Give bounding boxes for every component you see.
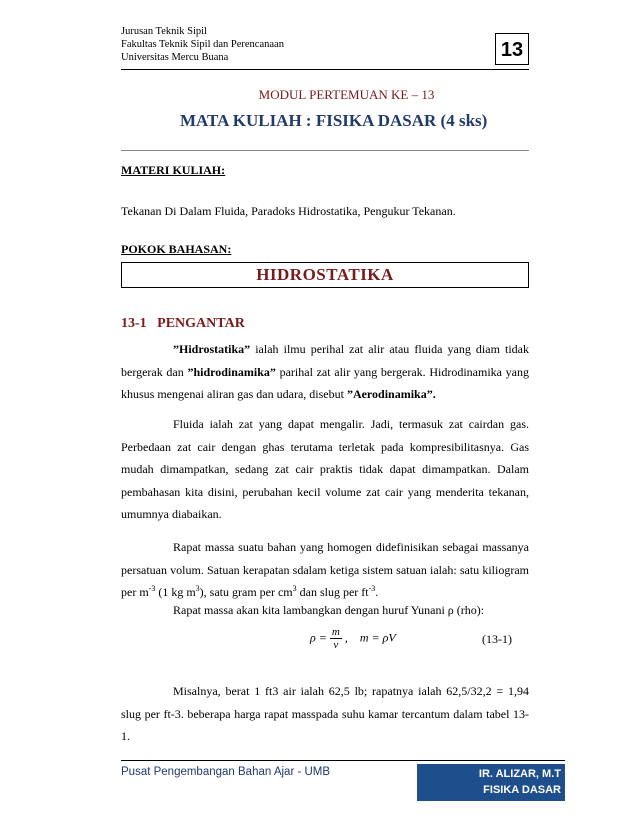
modul-title: MODUL PERTEMUAN KE – 13	[258, 87, 435, 102]
equation-13-1	[310, 626, 396, 651]
term-hidrostatika: ”Hidrostatika”	[173, 342, 251, 356]
equation-denominator: v	[333, 639, 339, 651]
p3-sup-3: 3	[292, 584, 297, 593]
p1-text-b: parihal zat alir yang bergerak. Hidrodinamika yang khusus mengenai aliran gas dan udara, disebut	[121, 364, 529, 401]
footer-author-box	[417, 764, 565, 801]
p3-text-a: Rapat massa suatu bahan yang homogen didefinisikan sebagai massanya persatuan volum. Satuan kerapatan sdalam ketiga sistem satuan ialah: satu kiliogram per m	[121, 540, 529, 599]
section-heading	[121, 316, 245, 332]
p1-text-a: ialah ilmu perihal zat alir atau fluida yang diam tidak bergerak dan	[121, 342, 529, 379]
p3-text-e: .	[375, 585, 379, 599]
paragraph-5	[121, 680, 529, 748]
materi-label: MATERI KULIAH:	[121, 163, 226, 177]
equation-lhs: ρ =	[310, 630, 327, 645]
header-rule	[121, 69, 529, 70]
term-aerodinamika: ”Aerodinamika”.	[346, 387, 436, 401]
p3-sup-4: -3	[368, 584, 376, 593]
course-title: MATA KULIAH : FISIKA DASAR (4 sks)	[180, 111, 488, 130]
section-title: PENGANTAR	[157, 316, 245, 331]
institution-line-3: Universitas Mercu Buana	[121, 52, 229, 63]
section-number: 13-1	[121, 316, 147, 331]
equation-number: (13-1)	[482, 632, 512, 646]
institution-line-2: Fakultas Teknik Sipil dan Perencanaan	[121, 39, 284, 50]
materi-text: Tekanan Di Dalam Fluida, Paradoks Hidrostatika, Pengukur Tekanan.	[121, 204, 456, 218]
term-hidrodinamika: ”hidrodinamika”	[187, 364, 276, 379]
p3-text-b: (1 kg m	[155, 585, 196, 599]
pokok-title-box: HIDROSTATIKA	[121, 262, 529, 288]
equation-fraction	[330, 626, 342, 651]
p4-text: Rapat massa akan kita lambangkan dengan huruf Yunani ρ (rho):	[173, 603, 485, 617]
paragraph-2	[121, 413, 529, 526]
pokok-label: POKOK BAHASAN:	[121, 242, 232, 256]
footer-author: IR. ALIZAR, M.T	[478, 768, 561, 780]
page-number-box: 13	[495, 33, 529, 65]
paragraph-4	[121, 599, 529, 622]
p5-text: Misalnya, berat 1 ft3 air ialah 62,5 lb; rapatnya ialah 62,5/32,2 = 1,94 slug per ft-3. beberapa harga rapat masspada suhu kamar tercantum dalam tabel 13-1.	[121, 684, 529, 743]
p3-sup-2: 3	[195, 584, 200, 593]
footer-left: Pusat Pengembangan Bahan Ajar - UMB	[121, 766, 331, 778]
footer-rule	[121, 760, 565, 761]
p3-sup-1: -3	[148, 584, 156, 593]
p3-text-c: ), satu gram per cm	[199, 585, 293, 599]
equation-numerator: m	[331, 626, 340, 638]
paragraph-1	[121, 338, 529, 406]
footer-course: FISIKA DASAR	[483, 784, 561, 796]
p2-text: Fluida ialah zat yang dapat mengalir. Jadi, termasuk zat cairdan gas. Perbedaan zat cair dengan ghas terutama terletak pada kompresibilitasnya. Gas mudah dimampatkan, sedang zat cair praktis tidak dapat dimampatkan. Dalam pembahasan kita disini, perubahan kecil volume zat cair yang menderita tekanan, umumnya diabaikan.	[121, 417, 529, 521]
institution-line-1: Jurusan Teknik Sipil	[121, 26, 207, 37]
paragraph-3	[121, 536, 529, 604]
title-divider	[121, 150, 529, 151]
p3-text-d: dan slug per ft	[296, 585, 369, 599]
equation-rhs: , m = ρV	[344, 630, 396, 645]
